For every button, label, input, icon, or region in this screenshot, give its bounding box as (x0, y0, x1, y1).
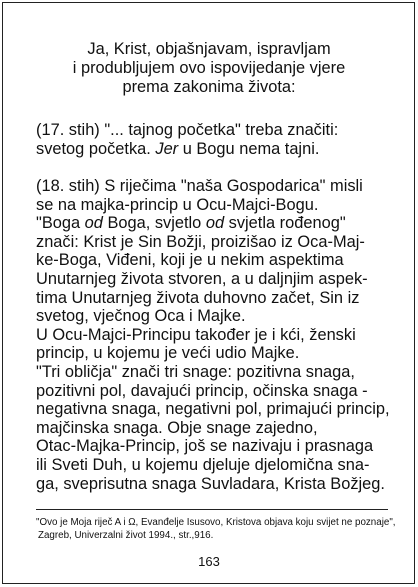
emphasis-od: od (84, 214, 103, 233)
text-line: princip, u kojemu je veći udio Majke. (36, 344, 300, 363)
text-line: znači: Krist je Sin Božji, proizišao iz Oca-Maj- (36, 232, 365, 251)
footnote-divider (36, 509, 388, 510)
footnote (36, 516, 408, 542)
text-line (36, 214, 406, 233)
emphasis-od: od (205, 214, 225, 233)
text-line: pozitivni pol, davajući princip, očinska snaga - (36, 381, 368, 400)
text-run: "Boga (36, 214, 85, 233)
text-line: negativna snaga, negativni pol, primajući princip, (36, 400, 390, 419)
text-line: "Tri obličja" znači tri snage: pozitivna snaga, (36, 362, 355, 381)
text-line: (18. stih) S riječima "naša Gospodarica" misli (36, 177, 363, 195)
intro-heading (0, 40, 418, 97)
text-line: ke-Boga, Viđeni, koji je u nekim aspektima (36, 251, 344, 270)
footnote-line: Zagreb, Univerzalni život 1994., str.,916. (38, 530, 214, 541)
text-line: svetog, vječnog Oca i Majke. (36, 307, 246, 326)
text-run: Boga, svjetlo (102, 214, 206, 233)
emphasis-jer: Jer (155, 139, 179, 158)
verse-18-paragraph (36, 177, 406, 493)
text-line: U Ocu-Majci-Principu također je i kći, ženski (36, 325, 356, 344)
text-line: Unutarnjeg života stvoren, a u daljnjim aspek- (36, 269, 368, 288)
text-line: majčinska snaga. Obje snage zajedno, (36, 418, 318, 437)
text-line: (17. stih) "... tajnog početka" treba značiti: (36, 121, 339, 139)
page-number: 163 (198, 554, 220, 569)
text-line: Otac-Majka-Princip, još se nazivaju i prasnaga (36, 437, 374, 456)
footnote-line: "Ovo je Moja riječ A i Ω, Evanđelje Isusovo, Kristova objava koju svijet ne poznaje", (36, 517, 396, 528)
text-line: ga, sveprisutna snaga Suvladara, Krista Božjeg. (36, 474, 385, 493)
intro-line: Ja, Krist, objašnjavam, ispravljam (87, 40, 331, 58)
text-line: se na majka-princip u Ocu-Majci-Bogu. (36, 195, 319, 214)
text-run: svetog početka. (36, 139, 156, 158)
text-run: svjetla rođenog" (224, 214, 346, 233)
text-line: ili Sveti Duh, u kojemu djeluje djelomična sna- (36, 455, 370, 474)
text-line (36, 140, 406, 159)
intro-line: i produbljujem ovo ispovijedanje vjere (72, 59, 346, 77)
verse-17-paragraph (36, 121, 406, 158)
intro-line: prema zakonima života: (122, 78, 296, 96)
text-line: tima Unutarnjeg života duhovno začet, Sin iz (36, 288, 360, 307)
text-run: u Bogu nema tajni. (178, 139, 320, 158)
